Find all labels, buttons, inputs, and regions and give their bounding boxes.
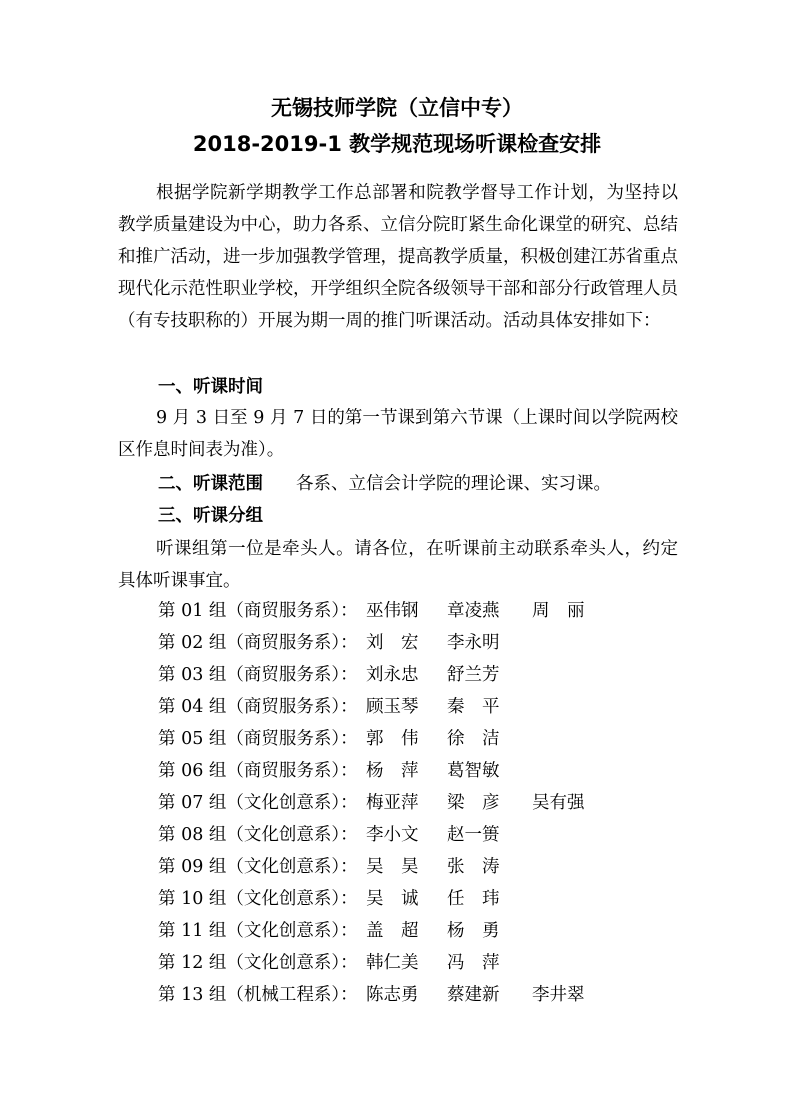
group-label: 第 11 组（文化创意系）：: [158, 921, 358, 941]
group-member: 任 玮: [447, 889, 500, 909]
group-member: 杨 萍: [366, 761, 419, 781]
group-member: 巫伟钢: [366, 601, 419, 621]
group-label: 第 08 组（文化创意系）：: [158, 825, 358, 845]
group-row: [158, 979, 585, 1011]
group-row: [158, 787, 585, 819]
group-member: 李小文: [366, 825, 419, 845]
group-label: 第 13 组（机械工程系）：: [158, 985, 358, 1005]
group-row: [158, 883, 500, 915]
group-member: 陈志勇: [366, 985, 419, 1005]
group-member: 刘永忠: [366, 665, 419, 685]
group-label: 第 03 组（商贸服务系）：: [158, 665, 358, 685]
group-member: 章凌燕: [447, 601, 500, 621]
group-member: 李永明: [447, 633, 500, 653]
group-label: 第 04 组（商贸服务系）：: [158, 697, 358, 717]
group-row: [158, 691, 500, 723]
section-text-groups: 听课组第一位是牵头人。请各位，在听课前主动联系牵头人，约定具体听课事宜。: [118, 539, 678, 591]
group-label: 第 05 组（商贸服务系）：: [158, 729, 358, 749]
group-row: [158, 947, 500, 979]
group-member: 韩仁美: [366, 953, 419, 973]
group-member: 冯 萍: [447, 953, 500, 973]
group-label: 第 06 组（商贸服务系）：: [158, 761, 358, 781]
section-heading-time: 一、听课时间: [158, 377, 263, 397]
group-member: 周 丽: [532, 601, 585, 621]
group-member: 刘 宏: [366, 633, 419, 653]
group-member: 张 涛: [447, 857, 500, 877]
group-row: [158, 723, 500, 755]
group-member: 吴有强: [532, 793, 585, 813]
intro-paragraph: 根据学院新学期教学工作总部署和院教学督导工作计划，为坚持以教学质量建设为中心，助力各系、立信分院盯紧生命化课堂的研究、总结和推广活动，进一步加强教学管理，提高教学质量，积极创建江苏省重点现代化示范性职业学校，开学组织全院各级领导干部和部分行政管理人员（有专技职称的）开展为期一周的推门听课活动。活动具体安排如下：: [118, 183, 678, 331]
section-heading-groups: 三、听课分组: [158, 506, 263, 526]
group-member: 李井翠: [532, 985, 585, 1005]
group-row: [158, 659, 500, 691]
group-label: 第 01 组（商贸服务系）：: [158, 601, 358, 621]
group-member: 顾玉琴: [366, 697, 419, 717]
group-label: 第 10 组（文化创意系）：: [158, 889, 358, 909]
group-row: [158, 755, 500, 787]
group-row: [158, 819, 500, 851]
group-member: 吴 诚: [366, 889, 419, 909]
document-title: 无锡技师学院（立信中专）: [271, 96, 523, 120]
group-member: 吴 昊: [366, 857, 419, 877]
group-member: 赵一篑: [447, 825, 500, 845]
group-member: 徐 洁: [447, 729, 500, 749]
group-member: 梁 彦: [447, 793, 500, 813]
group-label: 第 07 组（文化创意系）：: [158, 793, 358, 813]
group-member: 郭 伟: [366, 729, 419, 749]
group-member: 盖 超: [366, 921, 419, 941]
group-row: [158, 627, 500, 659]
document-subtitle: 2018-2019-1 教学规范现场听课检查安排: [192, 132, 602, 156]
group-row: [158, 851, 500, 883]
group-member: 舒兰芳: [447, 665, 500, 685]
group-member: 杨 勇: [447, 921, 500, 941]
section-heading-scope: 二、听课范围: [158, 474, 263, 494]
group-label: 第 09 组（文化创意系）：: [158, 857, 358, 877]
group-row: [158, 595, 585, 627]
group-member: 葛智敏: [447, 761, 500, 781]
section-text-scope: 各系、立信会计学院的理论课、实习课。: [296, 474, 611, 494]
section-text-time: 9 月 3 日至 9 月 7 日的第一节课到第六节课（上课时间以学院两校区作息时间表为准）。: [118, 408, 678, 460]
group-member: 秦 平: [447, 697, 500, 717]
group-member: 蔡建新: [447, 985, 500, 1005]
group-label: 第 12 组（文化创意系）：: [158, 953, 358, 973]
group-row: [158, 915, 500, 947]
group-label: 第 02 组（商贸服务系）：: [158, 633, 358, 653]
group-member: 梅亚萍: [366, 793, 419, 813]
